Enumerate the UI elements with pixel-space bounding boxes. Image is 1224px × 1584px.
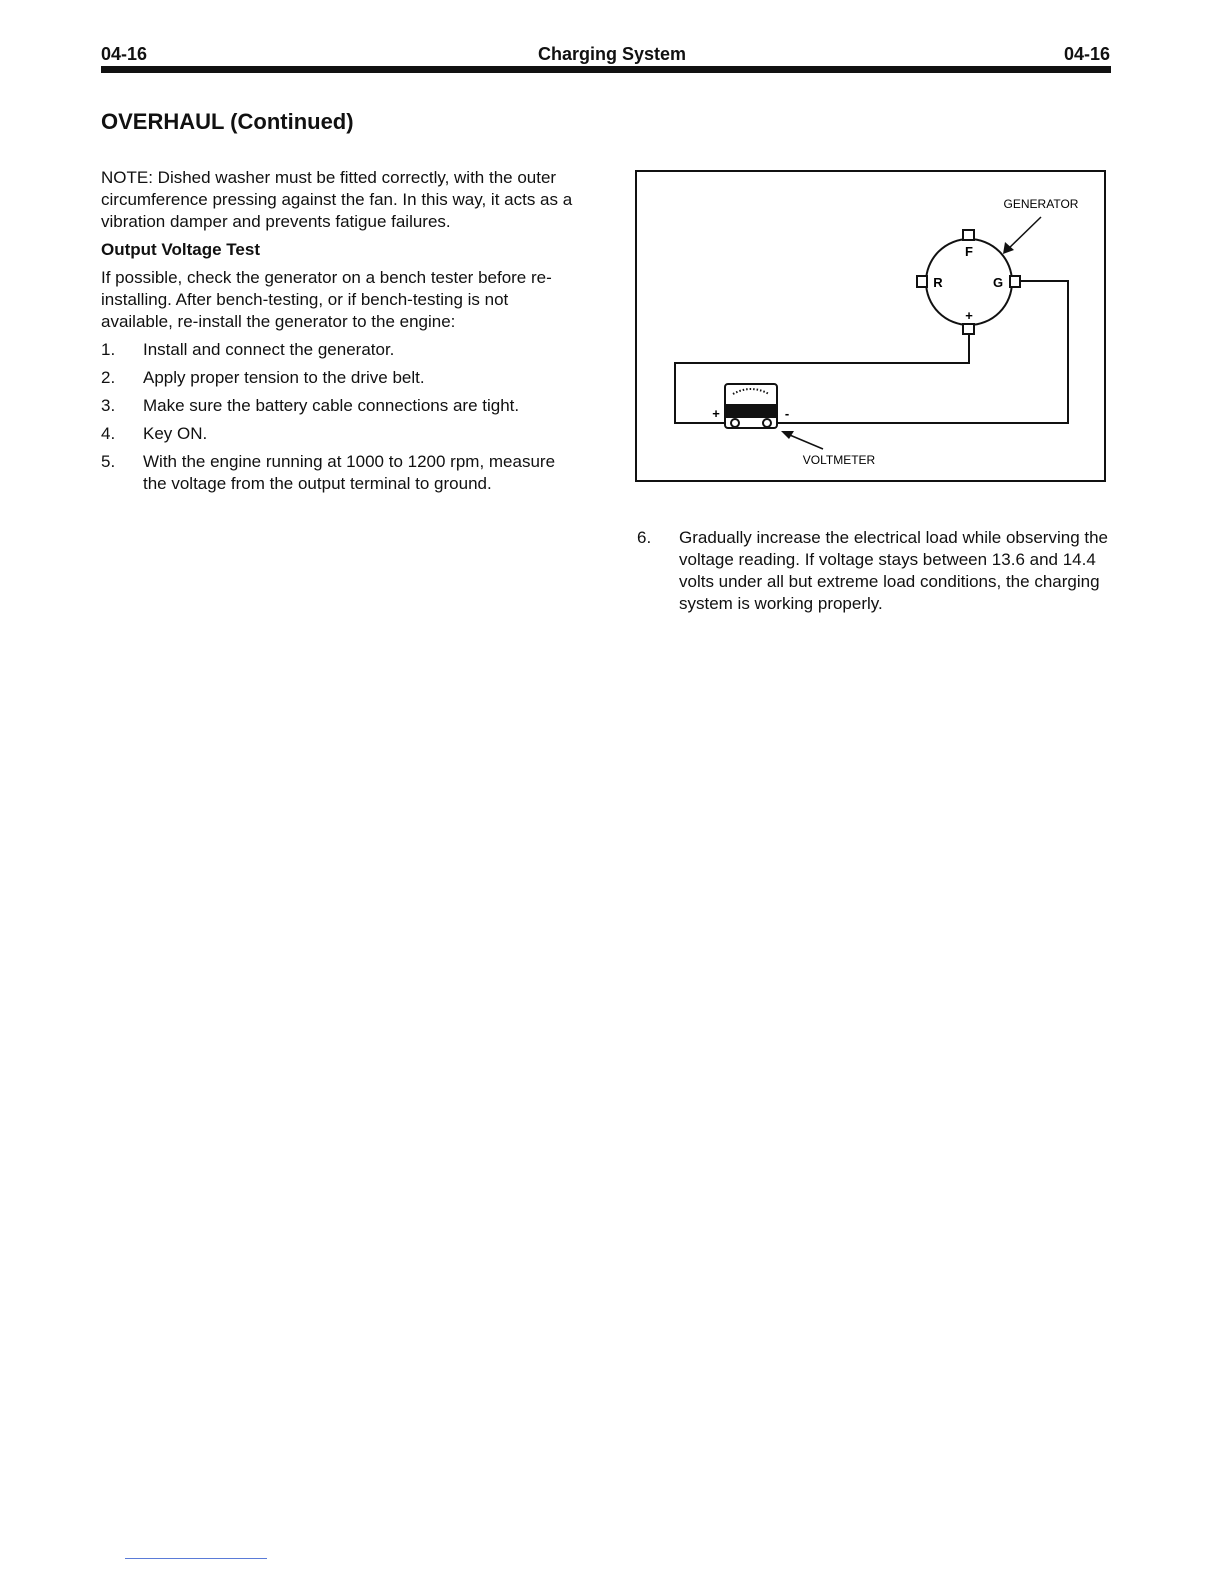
wire-g-to-meter: [777, 281, 1068, 423]
step-number: 3.: [101, 396, 116, 415]
step-text: Key ON.: [143, 424, 208, 443]
section-title: OVERHAUL (Continued): [101, 109, 354, 134]
terminal-plus-icon: [963, 324, 974, 334]
voltmeter-arrowhead-icon: [781, 431, 794, 439]
step-number: 5.: [101, 452, 116, 471]
terminal-r-icon: [917, 276, 927, 287]
step-number: 4.: [101, 424, 116, 443]
left-column: [101, 167, 581, 501]
circuit-diagram: [637, 172, 1104, 480]
voltmeter-terminal-icon: [731, 419, 739, 427]
step-5: [101, 451, 581, 495]
step-text: With the engine running at 1000 to 1200 rpm, measure the voltage from the output terminal to ground.: [143, 452, 556, 493]
terminal-g-icon: [1010, 276, 1020, 287]
voltmeter-terminal-icon: [763, 419, 771, 427]
voltage-test-diagram: [635, 170, 1106, 482]
intro-paragraph: If possible, check the generator on a bench tester before re-installing. After bench-testing, or if bench-testing is not available, re-install the generator to the engine:: [101, 268, 552, 331]
voltmeter-plus-label: +: [712, 406, 720, 421]
subheading-output-voltage-test: Output Voltage Test: [101, 240, 260, 259]
header-rule: [101, 66, 1111, 73]
voltmeter-label: VOLTMETER: [802, 453, 876, 467]
page-number-left: 04-16: [101, 44, 148, 64]
terminal-plus-label: +: [965, 308, 973, 323]
step-text: Gradually increase the electrical load while observing the voltage reading. If voltage stays between 13.6 and 14.4 volts under all but extreme load conditions, the charging system is working properly.: [679, 528, 1109, 613]
step-6: [637, 527, 1117, 615]
terminal-f-label: F: [965, 244, 973, 259]
step-number: 2.: [101, 368, 116, 387]
step-text: Install and connect the generator.: [143, 340, 395, 359]
step-2: [101, 367, 581, 389]
step-3: [101, 395, 581, 417]
voltmeter-base-icon: [725, 404, 777, 418]
step-4: [101, 423, 581, 445]
generator-arrowhead-icon: [1003, 242, 1014, 254]
step-number: 6.: [637, 528, 652, 547]
terminal-r-label: R: [933, 275, 943, 290]
voltmeter-minus-label: -: [784, 406, 790, 421]
page-number-right: 04-16: [1063, 44, 1110, 64]
generator-label: GENERATOR: [1003, 197, 1079, 211]
steps-list: [101, 339, 581, 495]
steps-list-continued: [637, 527, 1117, 615]
step-text: Make sure the battery cable connections are tight.: [143, 396, 520, 415]
note-paragraph: NOTE: Dished washer must be fitted correctly, with the outer circumference pressing against the fan. In this way, it acts as a vibration damper and prevents fatigue failures.: [101, 168, 573, 231]
footer-rule: [125, 1558, 267, 1559]
page-header-title: Charging System: [537, 44, 687, 64]
step-text: Apply proper tension to the drive belt.: [143, 368, 425, 387]
generator-pointer-line: [1005, 217, 1041, 252]
step-number: 1.: [101, 340, 116, 359]
step-1: [101, 339, 581, 361]
right-column: [637, 527, 1117, 621]
terminal-g-label: G: [992, 275, 1004, 290]
terminal-f-icon: [963, 230, 974, 240]
